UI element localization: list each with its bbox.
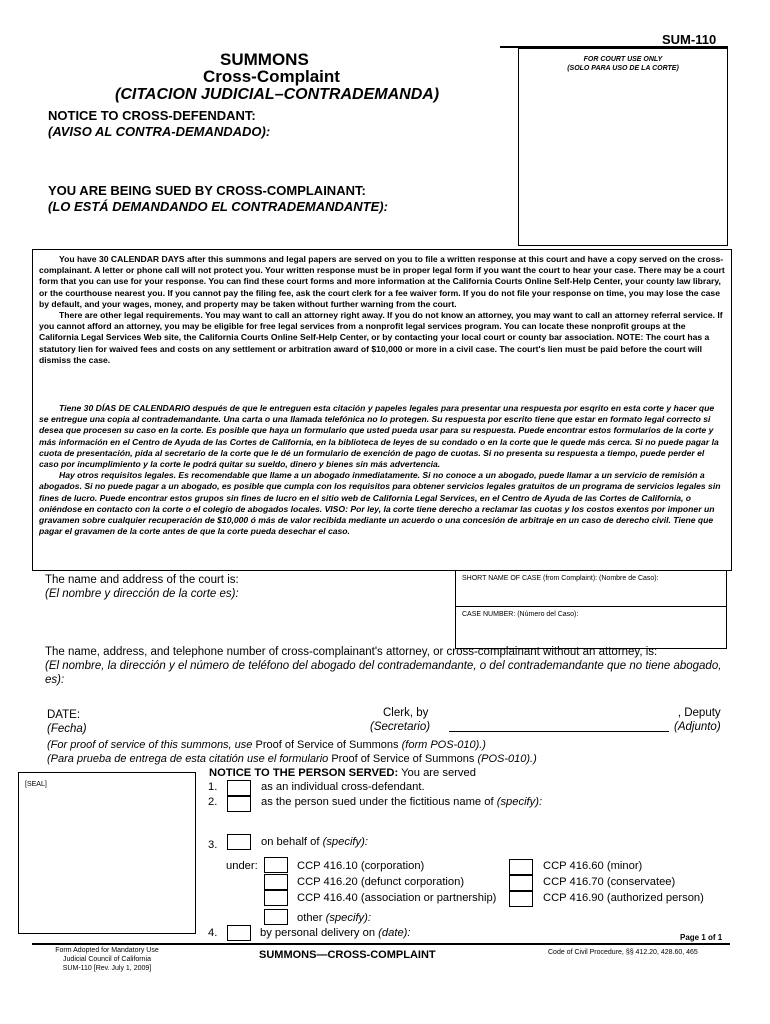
ccp-416-40-checkbox[interactable]	[264, 890, 288, 906]
item-3-label	[261, 835, 368, 849]
item-4-number: 4.	[208, 927, 218, 939]
footer-title: SUMMONS—CROSS-COMPLAINT	[259, 949, 436, 961]
other-checkbox[interactable]	[264, 909, 288, 925]
proof-line-es	[47, 752, 537, 766]
page-subtitle: Cross-Complaint	[203, 67, 340, 86]
notice-to-cross-defendant-label-es: (AVISO AL CONTRA-DEMANDADO):	[48, 124, 271, 139]
notice-spanish	[39, 403, 725, 537]
proof-en-a: (For proof of service of this summons, use	[47, 739, 253, 751]
notice-spanish-p1: Tiene 30 DÍAS DE CALENDARIO después de que le entreguen esta citación y papeles legales para presentar una respuesta por esqrito en esta corte y hacer que se entregue una copia al contrademandante. Una carta o una llamada telefónica no lo protegen. Su respuesta por escrito tiene que estar en formato legal correcto si desea que procesen su caso en la corte. Es posible que haya un formulario que usted pueda usar para su respuesta. Puede encontrar estos formularios de la corte y más información en el Centro de Ayuda de las Cortes de California, en la biblioteca de leyes de su condado o en la corte que le quede más cerca. Si no puede pagar la cuota de presentación, pida al secretario de la corte que le dé un formulario de exención de pago de cuotas. Si no presenta su respuesta a tiempo, puede perder el caso por incumplimiento y la corte le podrá quitar su sueldo, dinero y bienes sin más advertencia.	[39, 403, 719, 470]
ccp-416-90-checkbox[interactable]	[509, 891, 533, 907]
footer-adopted-3: SUM-110 [Rev. July 1, 2009]	[62, 965, 152, 972]
item-2-label-b: (specify):	[496, 796, 543, 808]
item-4-checkbox[interactable]	[227, 925, 251, 941]
item-3-number: 3.	[208, 839, 218, 851]
bottom-rule	[32, 943, 730, 945]
court-use-label-es: (SOLO PARA USO DE LA CORTE)	[567, 65, 679, 72]
notice-box	[32, 249, 732, 571]
ccp-416-70-checkbox[interactable]	[509, 875, 533, 891]
notice-person-served-heading	[209, 766, 476, 780]
footer-adopted-1: Form Adopted for Mandatory Use	[55, 947, 159, 954]
page-title: SUMMONS	[220, 50, 309, 69]
clerk-label: Clerk, by	[383, 707, 429, 719]
ccp-416-10-label: CCP 416.10 (corporation)	[297, 860, 425, 872]
page-title-spanish: (CITACION JUDICIAL–CONTRADEMANDA)	[115, 86, 440, 103]
proof-of-service-note	[47, 738, 537, 766]
court-use-only-box[interactable]	[518, 48, 728, 246]
served-heading: NOTICE TO THE PERSON SERVED:	[209, 767, 399, 779]
footer-adopted	[52, 946, 162, 973]
attorney-label-es: (El nombre, la dirección y el número de teléfono del abogado del contrademandante, o del contrademandante que no tiene abogado, es):	[45, 660, 722, 686]
other-label	[297, 911, 371, 925]
sued-by-cross-complainant	[48, 183, 388, 215]
notice-english-p1: You have 30 CALENDAR DAYS after this summons and legal papers are served on you to file a written response at this court and have a copy served on the cross-complainant. A letter or phone call will not protect you. Your written response must be in proper legal form if you want the court to hear your case. There may be a court form that you can use for your response. You can find these court forms and more information at the California Courts Online Self-Help Center, your county law library, or the courthouse nearest you. If you cannot pay the filing fee, ask the court clerk for a fee waiver form. If you do not file your response on time, you may lose the case by default, and your wages, money, and property may be taken without further warning from the court.	[39, 254, 725, 309]
item-4-label-a: by personal delivery on	[260, 927, 376, 939]
item-3-checkbox[interactable]	[227, 834, 251, 850]
sued-by-label: YOU ARE BEING SUED BY CROSS-COMPLAINANT:	[48, 183, 366, 198]
court-name-label: The name and address of the court is:	[45, 574, 239, 586]
ccp-416-20-label: CCP 416.20 (defunct corporation)	[297, 876, 465, 888]
item-1-number: 1.	[208, 781, 218, 793]
ccp-416-10-checkbox[interactable]	[264, 857, 288, 873]
page-number: Page 1 of 1	[680, 933, 723, 942]
deputy-field	[674, 706, 721, 734]
item-2-label	[261, 795, 542, 809]
other-label-b: (specify):	[325, 912, 371, 924]
proof-es-c: (POS-010).)	[477, 753, 537, 765]
clerk-label-es: (Secretario)	[370, 721, 431, 733]
case-info-box	[455, 570, 727, 649]
attorney-info[interactable]	[45, 645, 725, 687]
case-box-divider	[456, 606, 726, 607]
proof-line-en	[47, 738, 537, 752]
item-2-checkbox[interactable]	[227, 796, 251, 812]
ccp-416-40-label: CCP 416.40 (association or partnership)	[297, 892, 497, 904]
item-3-label-b: (specify):	[322, 836, 368, 848]
court-use-label-en: FOR COURT USE ONLY	[583, 56, 663, 63]
case-number-label: CASE NUMBER: (Número del Caso):	[462, 611, 579, 618]
short-name-of-case-label: SHORT NAME OF CASE (from Complaint): (Nombre de Caso):	[462, 575, 659, 582]
date-label: DATE:	[47, 709, 81, 721]
clerk-field[interactable]	[370, 706, 431, 734]
date-label-es: (Fecha)	[47, 723, 87, 735]
item-2-label-a: as the person sued under the fictitious name of	[261, 796, 494, 808]
seal-label: [SEAL]	[25, 781, 47, 788]
court-use-label	[519, 55, 727, 73]
under-label: under:	[226, 860, 258, 872]
form-number: SUM-110	[662, 32, 717, 47]
court-name-label-es: (El nombre y dirección de la corte es):	[45, 588, 239, 600]
notice-spanish-p2: Hay otros requisitos legales. Es recomendable que llame a un abogado inmediatamente. Si no conoce a un abogado, puede llamar a un servicio de remisión a abogados. Si no puede pagar a un abogado, es posible que cumpla con los requisitos para obtener servicios legales gratuitos de un programa de servicios legales sin fines de lucro. Puede encontrar estos grupos sin fines de lucro en el sitio web de California Legal Services, en el Centro de Ayuda de las Cortes de California, o oniéndose en contacto con la corte o el colegio de abogados locales. VISO: Por ley, la corte tiene derecho a reclamar las cuotas y los costos exentos por imponer un gravamen sobre cualquier recuperación de $10,000 ó más de valor recibida mediante un acuerdo o una concesión de arbitraje en un caso de derecho civil. Tiene que pagar el gravamen de la corte antes de que la corte pueda desechar el caso.	[39, 470, 721, 537]
ccp-416-60-label: CCP 416.60 (minor)	[543, 860, 643, 872]
notice-to-cross-defendant	[48, 108, 270, 140]
clerk-signature-line[interactable]	[449, 731, 669, 732]
notice-english	[39, 254, 725, 366]
date-field[interactable]	[47, 708, 87, 736]
attorney-label: The name, address, and telephone number of cross-complainant's attorney, or cross-complainant without an attorney, is:	[45, 646, 658, 658]
served-heading-rest: You are served	[401, 767, 476, 779]
notice-english-p2: There are other legal requirements. You may want to call an attorney right away. If you do not know an attorney, you may want to call an attorney referral service. If you cannot afford an attorney, you may be eligible for free legal services from a nonprofit legal services program. You can locate these nonprofit groups at the California Legal Services Web site, the California Courts Online Self-Help Center, or by contacting your local court or county bar association. NOTE: The court has a statutory lien for waived fees and costs on any settlement or arbitration award of $10,000 or more in a civil case. The court's lien must be paid before the court will dismiss the case.	[39, 310, 723, 365]
footer-adopted-2: Judicial Council of California	[63, 956, 151, 963]
ccp-416-60-checkbox[interactable]	[509, 859, 533, 875]
item-4-label-b: (date):	[378, 927, 411, 939]
proof-en-c: (form POS-010).)	[401, 739, 486, 751]
proof-es-b: Proof of Service of Summons	[331, 753, 475, 765]
ccp-416-70-label: CCP 416.70 (conservatee)	[543, 876, 676, 888]
ccp-416-90-label: CCP 416.90 (authorized person)	[543, 892, 704, 904]
notice-to-cross-defendant-label: NOTICE TO CROSS-DEFENDANT:	[48, 108, 256, 123]
deputy-label-es: (Adjunto)	[674, 721, 721, 733]
court-name-address[interactable]	[45, 573, 239, 601]
seal-box	[18, 772, 196, 934]
item-2-number: 2.	[208, 796, 218, 808]
other-label-a: other	[297, 912, 323, 924]
deputy-label: , Deputy	[677, 707, 721, 719]
footer-code: Code of Civil Procedure, §§ 412.20, 428.60, 465	[548, 949, 698, 956]
proof-es-a: (Para prueba de entrega de esta citatión use el formulario	[47, 753, 329, 765]
item-1-checkbox[interactable]	[227, 780, 251, 796]
item-3-label-a: on behalf of	[261, 836, 320, 848]
item-1-label: as an individual cross-defendant.	[261, 781, 425, 793]
ccp-416-20-checkbox[interactable]	[264, 874, 288, 890]
item-4-label	[260, 926, 411, 940]
sued-by-label-es: (LO ESTÁ DEMANDANDO EL CONTRADEMANDANTE):	[48, 199, 388, 214]
proof-en-b: Proof of Service of Summons	[255, 739, 399, 751]
